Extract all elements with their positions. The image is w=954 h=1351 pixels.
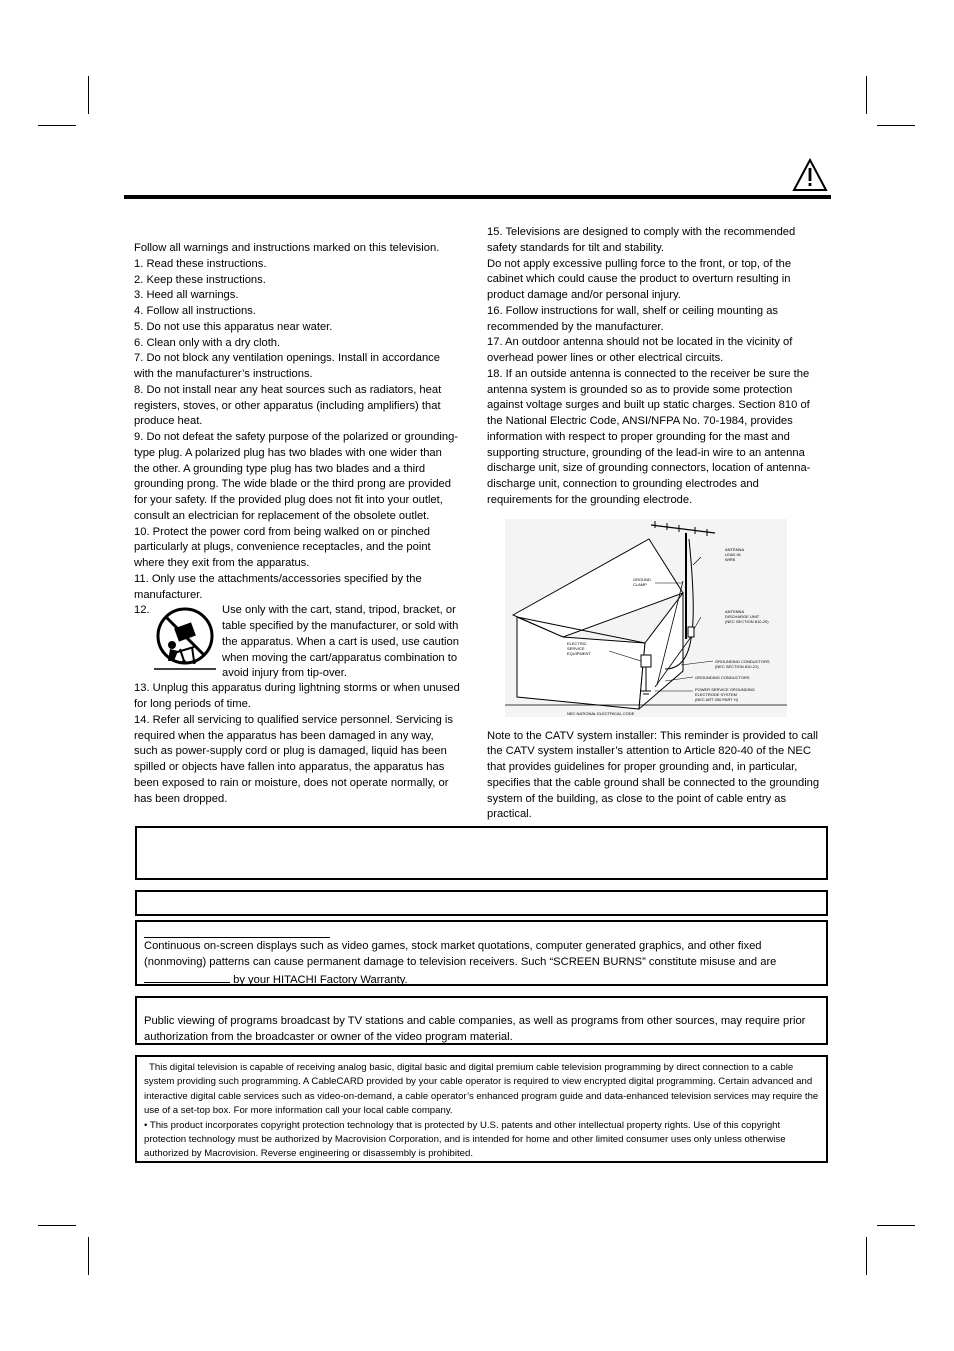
cart-tip-over-icon: [154, 605, 216, 671]
antenna-grounding-diagram-drawing: [505, 519, 787, 717]
diagram-label-lead: ANTENNA LEAD IN WIRE: [725, 546, 745, 562]
warning-triangle-icon: [792, 158, 828, 192]
instruction-item: 1. Read these instructions.: [134, 257, 267, 270]
macrovision-text: • This product incorporates copyright protection technology that is protected by U.S. patents and other intellectual property rights. Use of this copyright protection technology must be authorized by Macrovision Corporation, and is intended for home and other limited consumer uses only unless otherwise authorized by Macrovision. Reverse engineering or disassembly is prohibited.: [144, 1119, 786, 1160]
screen-burn-text-end: by your HITACHI Factory Warranty.: [233, 973, 408, 986]
diagram-label-discharge: ANTENNA DISCHARGE UNIT (NEC SECTION 810-20): [725, 608, 769, 624]
crop-mark: [38, 125, 76, 126]
left-column: [134, 241, 460, 807]
instruction-item: 16. Follow instructions for wall, shelf or ceiling mounting as recommended by the manufacturer.: [487, 304, 779, 333]
instruction-item: 8. Do not install near any heat sources such as radiators, heat registers, stoves, or other apparatus (including amplifiers) that produce heat.: [134, 383, 442, 428]
digital-cable-text: This digital television is capable of receiving analog basic, digital basic and digital premium cable television programming by direct connection to a cable system providing such programming. A CableCARD provided by your cable operator is required to view encrypted digital programming. Certain advanced and interactive digital cable services such as video-on-demand, a cable operator’s enhanced program guide and data-enhanced television services may require the use of a set-top box. For more information call your local cable company.: [144, 1062, 819, 1117]
instruction-item: 14. Refer all servicing to qualified service personnel. Servicing is required when the apparatus has been damaged in any way, such as power-supply cord or plug is damaged, liquid has been spilled or objects have fallen into apparatus, the apparatus has been exposed to rain or moisture, does not operate normally, or has been dropped.: [134, 713, 453, 805]
diagram-label-clamp: GROUND CLAMP: [633, 576, 651, 587]
notice-box-1: [135, 826, 828, 880]
screen-burn-text: Continuous on-screen displays such as video games, stock market quotations, computer generated graphics, and other fixed (nonmoving) patterns can cause permanent damage to television receivers. Such “SCREEN BURNS” constitute misuse and are: [144, 940, 777, 968]
instruction-item: 17. An outdoor antenna should not be located in the vicinity of overhead power lines or other electrical circuits.: [487, 336, 793, 364]
screen-burn-notice: [135, 920, 828, 986]
digital-cable-notice: [135, 1055, 828, 1163]
instruction-item: 18. If an outside antenna is connected to the receiver be sure the antenna system is grounded so as to provide some protection against voltage surges and built up static charges. Section 810 of the National Electric Code, ANSI/NFPA No. 70-1984, provides information with respect to proper grounding for the mast and supporting structure, grounding of the lead-in wire to an antenna discharge unit, size of grounding connectors, location of antenna-discharge unit, connection to grounding electrodes and requirements for the grounding electrode.: [487, 367, 811, 506]
cart-warning-item: [134, 603, 460, 681]
diagram-label-nec: NEC NATIONAL ELECTRICAL CODE: [567, 710, 635, 716]
diagram-label-conductors: GROUNDING CONDUCTORS: [695, 674, 750, 680]
instruction-item: 3. Heed all warnings.: [134, 289, 239, 302]
diagram-label-service: ELECTRIC SERVICE EQUIPMENT: [567, 640, 591, 656]
instruction-item: 9. Do not defeat the safety purpose of the polarized or grounding-type plug. A polarized plug has two blades with one wider than the other. A grounding type plug has two blades and a third grounding prong. The wide blade or the third prong are provided for your safety. If the provided plug does not fit into your outlet, consult an electrician for replacement of the obsolete outlet.: [134, 431, 459, 522]
diagram-label-power: POWER SERVICE GROUNDING ELECTRODE SYSTEM (NEC ART 250 PART H): [695, 686, 755, 702]
header-rule: [124, 195, 831, 199]
diagram-label-conductors-nec: GROUNDING CONDUCTORS (NEC SECTION 810-21): [715, 658, 770, 669]
public-viewing-text: Public viewing of programs broadcast by TV stations and cable companies, as well as programs from other sources, may require prior authorization from the broadcaster or owner of the video program material.: [144, 1015, 806, 1043]
crop-mark: [866, 76, 867, 114]
notice-box-2: [135, 890, 828, 916]
crop-mark: [877, 125, 915, 126]
antenna-grounding-diagram: [505, 519, 787, 717]
blank-underline: [144, 971, 230, 983]
instruction-item: 5. Do not use this apparatus near water.: [134, 320, 333, 333]
crop-mark: [88, 1237, 89, 1275]
crop-mark: [877, 1225, 915, 1226]
right-column: [487, 225, 823, 823]
crop-mark: [88, 76, 89, 114]
instruction-item: 4. Follow all instructions.: [134, 305, 256, 317]
cart-warning-text: Use only with the cart, stand, tripod, bracket, or table specified by the manufacturer, or sold with the apparatus. When a cart is used, use caution when moving the cart/apparatus combination to avoid injury from tip-over.: [222, 604, 459, 680]
instruction-item: 15. Televisions are designed to comply with the recommended safety standards for tilt and stability.: [487, 226, 796, 254]
instruction-item: Do not apply excessive pulling force to the front, or top, of the cabinet which could cause the product to overturn resulting in product damage and/or personal injury.: [487, 257, 792, 301]
item-number: 12.: [134, 604, 150, 617]
catv-note: Note to the CATV system installer: This reminder is provided to call the CATV system installer’s attention to Article 820-40 of the NEC that provides guidelines for proper grounding and, in particular, specifies that the cable ground shall be connected to the grounding system of the building, as close to the point of cable entry as practical.: [487, 729, 820, 821]
crop-mark: [38, 1225, 76, 1226]
instruction-item: Follow all warnings and instructions marked on this television.: [134, 242, 440, 254]
heading-underline: [144, 937, 330, 938]
instruction-item: 2. Keep these instructions.: [134, 273, 266, 286]
instruction-item: 6. Clean only with a dry cloth.: [134, 336, 281, 349]
instruction-item: 7. Do not block any ventilation openings. Install in accordance with the manufacturer’s instructions.: [134, 352, 440, 380]
instruction-item: 13. Unplug this apparatus during lightning storms or when unused for long periods of time.: [134, 682, 460, 710]
public-viewing-notice: [135, 996, 828, 1045]
crop-mark: [866, 1237, 867, 1275]
instruction-item: 11. Only use the attachments/accessories specified by the manufacturer.: [134, 572, 422, 601]
instruction-item: 10. Protect the power cord from being walked on or pinched particularly at plugs, convenience receptacles, and the point where they exit from the apparatus.: [134, 525, 431, 569]
